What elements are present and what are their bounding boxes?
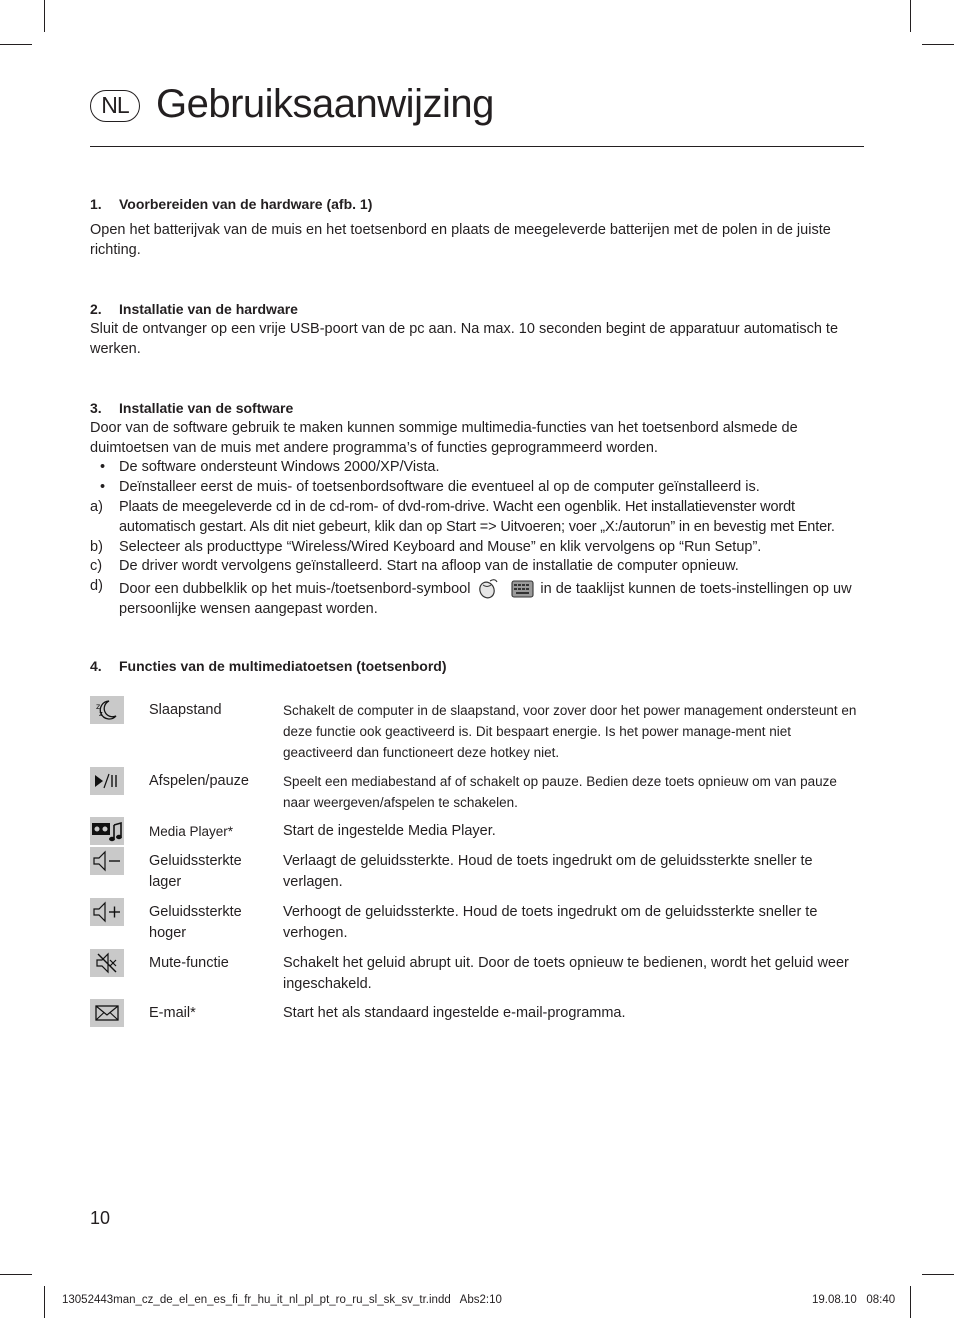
- step-item: c) De driver wordt vervolgens geïnstalleerd. Start na afloop van de installatie de computer opnieuw.: [90, 558, 739, 575]
- key-name: Geluidssterkte lager: [149, 853, 242, 890]
- header-rule: [90, 146, 864, 147]
- volume-up-icon: [90, 898, 124, 926]
- section-hardware-preparation: [90, 195, 864, 260]
- key-description: Schakelt het geluid abrupt uit. Door de toets opnieuw te bedienen, wordt het geluid weer ingeschakeld.: [283, 955, 849, 992]
- mute-icon: [90, 949, 124, 977]
- key-description: Start de ingestelde Media Player.: [283, 823, 496, 839]
- print-file-info: 13052443man_cz_de_el_en_es_fi_fr_hu_it_nl_pl_pt_ro_ru_sl_sk_sv_tr.indd Abs2:10: [62, 1294, 502, 1306]
- mouse-tray-icon: [475, 577, 500, 599]
- key-description: Speelt een mediabestand af of schakelt op pauze. Bedien deze toets opnieuw om van pauze naar weergeven/afspelen te schakelen.: [283, 774, 837, 810]
- key-name: E-mail*: [149, 1005, 196, 1021]
- list-item: • De software ondersteunt Windows 2000/XP/Vista.: [100, 459, 440, 476]
- key-name: Afspelen/pauze: [149, 773, 249, 789]
- print-timestamp: 19.08.10 08:40: [812, 1294, 896, 1306]
- page-header: [90, 82, 864, 128]
- section-heading: 2. Installatie van de hardware: [90, 301, 298, 317]
- crop-mark: [0, 1274, 32, 1275]
- step-item: a) Plaats de meegeleverde cd in de cd-rom- of dvd-rom-drive. Wacht een ogenblik. Het installatievenster wordt automatisch gestart. Als dit niet gebeurt, klik dan op Start => Uitvoeren; voer „X:/autorun” in en bevestig met Enter.: [90, 498, 835, 535]
- list-item: • Deïnstalleer eerst de muis- of toetsenbordsoftware die eventueel al op de computer geïnstalleerd is.: [100, 479, 760, 496]
- volume-down-icon: [90, 847, 124, 875]
- section-heading: 3. Installatie van de software: [90, 400, 294, 416]
- page-number: 10: [90, 1208, 111, 1228]
- key-name: Geluidssterkte hoger: [149, 904, 242, 941]
- crop-mark: [44, 0, 45, 32]
- step-item: d) Door een dubbelklik op het muis-/toetsenbord-symbool in de taaklijst kunnen de toets-instellingen op uw persoonlijke wensen aangepast worden.: [90, 578, 852, 617]
- svg-text:z: z: [96, 702, 101, 711]
- crop-mark: [910, 1286, 911, 1318]
- section-heading: 1. Voorbereiden van de hardware (afb. 1): [90, 196, 373, 212]
- section-body: Sluit de ontvanger op een vrije USB-poort van de pc aan. Na max. 10 seconden begint de apparatuur automatisch te werken.: [90, 320, 839, 357]
- crop-mark: [922, 1274, 954, 1275]
- key-description: Start het als standaard ingestelde e-mail-programma.: [283, 1005, 626, 1021]
- key-name: Media Player*: [149, 824, 234, 839]
- crop-mark: [44, 1286, 45, 1318]
- section-body: Door van de software gebruik te maken kunnen sommige multimedia-functies van het toetsenbord alsmede de duimtoetsen van de muis met andere programma’s of functies geprogrammeerd worden.: [90, 419, 798, 456]
- email-icon: [90, 999, 124, 1027]
- page-title: Gebruiksaanwijzing: [156, 82, 494, 126]
- section-hardware-installation: [90, 300, 864, 359]
- key-description: Schakelt de computer in de slaapstand, voor zover door het power management ondersteunt en deze functie ook geactiveerd is. Dit bespaart energie. Is het power manage-ment niet geactiveerd dan functioneert deze hotkey niet.: [283, 703, 857, 760]
- sleep-icon: [90, 696, 124, 724]
- section-multimedia-keys: [90, 657, 864, 677]
- key-name: Slaapstand: [149, 702, 222, 718]
- media-player-icon: [90, 817, 124, 845]
- crop-mark: [0, 44, 32, 45]
- key-name: Mute-functie: [149, 955, 229, 971]
- keyboard-tray-icon: [510, 577, 535, 599]
- section-body: Open het batterijvak van de muis en het toetsenbord en plaats de meegeleverde batterijen met de polen in de juiste richting.: [90, 221, 831, 258]
- step-item: b) Selecteer als producttype “Wireless/Wired Keyboard and Mouse” en klik vervolgens op “Run Setup”.: [90, 538, 762, 555]
- language-badge: NL: [90, 90, 140, 122]
- section-software-installation: [90, 399, 864, 620]
- section-heading: 4. Functies van de multimediatoetsen (toetsenbord): [90, 658, 447, 674]
- crop-mark: [922, 44, 954, 45]
- key-description: Verlaagt de geluidssterkte. Houd de toets ingedrukt om de geluidssterkte sneller te verlagen.: [283, 853, 813, 890]
- key-description: Verhoogt de geluidssterkte. Houd de toets ingedrukt om de geluidssterkte sneller te verhogen.: [283, 904, 818, 941]
- svg-text:z: z: [99, 710, 103, 718]
- play-pause-icon: [90, 767, 124, 795]
- crop-mark: [910, 0, 911, 32]
